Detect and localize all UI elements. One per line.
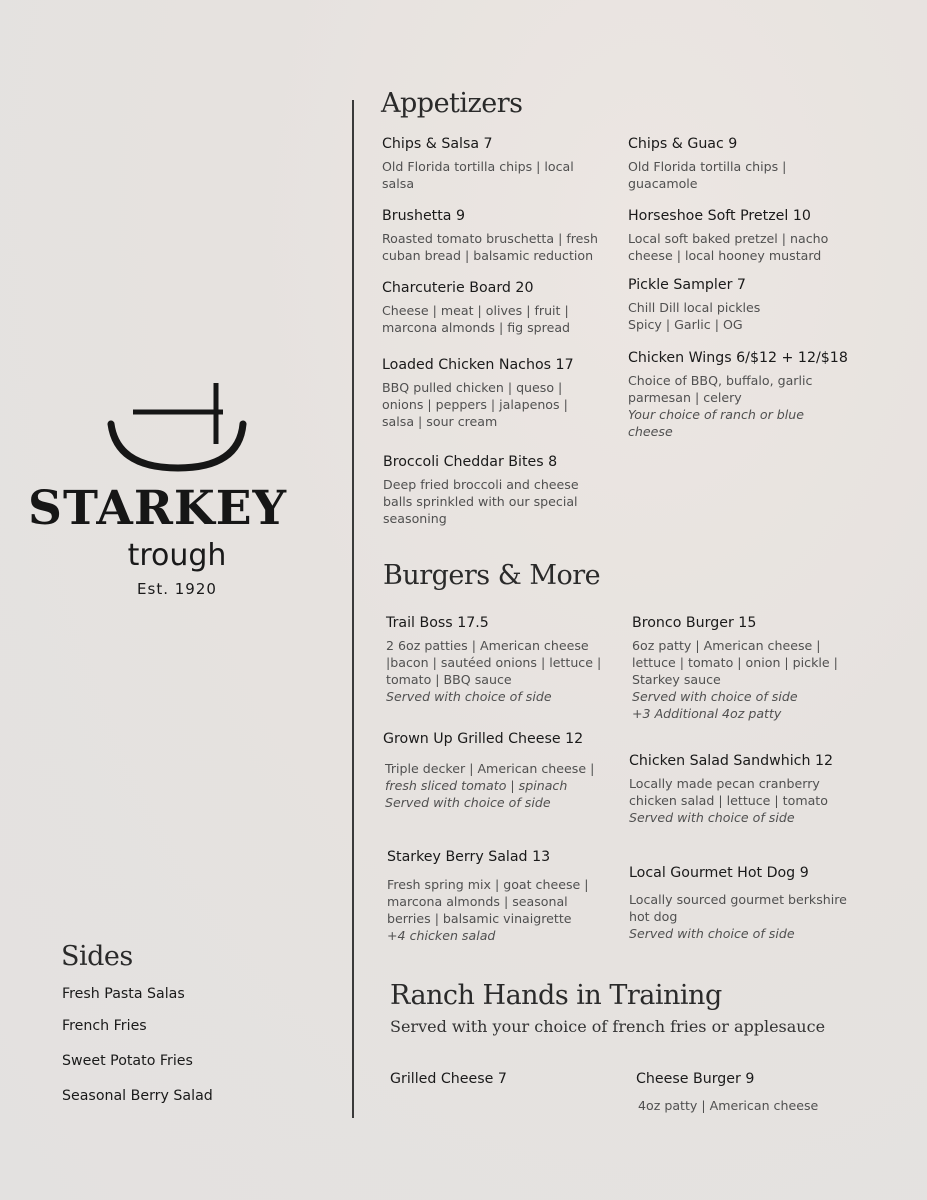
menu-item xyxy=(383,453,579,527)
item-name: Chips & Salsa 7 xyxy=(382,136,493,152)
item-description: Deep fried broccoli and cheese balls sprinkled with our special seasoning xyxy=(383,477,579,526)
item-description: Roasted tomato bruschetta | fresh cuban bread | balsamic reduction xyxy=(382,231,598,263)
menu-item xyxy=(632,614,838,722)
item-description: 2 6oz patties | American cheese |bacon | sautéed onions | lettuce | tomato | BBQ sauce Served with choice of side xyxy=(386,638,602,704)
side-item: French Fries xyxy=(62,1018,147,1034)
item-description: Chill Dill local pickles Spicy | Garlic | OG xyxy=(628,300,761,332)
burgers-title: Burgers & More xyxy=(383,560,601,591)
item-name: Brushetta 9 xyxy=(382,208,466,224)
kids-subtitle: Served with your choice of french fries or applesauce xyxy=(390,1017,826,1036)
menu-item xyxy=(382,279,570,336)
menu-item xyxy=(628,207,828,264)
item-name: Pickle Sampler 7 xyxy=(628,277,746,293)
kids-title: Ranch Hands in Training xyxy=(390,980,722,1011)
brand-subtitle: trough xyxy=(127,538,227,573)
item-name: Bronco Burger 15 xyxy=(632,615,757,631)
menu-item xyxy=(636,1070,818,1114)
side-item: Sweet Potato Fries xyxy=(62,1053,193,1069)
item-name: Chicken Salad Sandwhich 12 xyxy=(629,753,834,769)
item-description: Triple decker | American cheese | fresh sliced tomato | spinach Served with choice of side xyxy=(385,761,595,810)
menu-item xyxy=(382,207,598,264)
item-name: Local Gourmet Hot Dog 9 xyxy=(629,865,809,881)
menu-item xyxy=(386,614,601,705)
menu-item xyxy=(629,752,833,826)
item-name: Trail Boss 17.5 xyxy=(386,615,489,631)
item-description: Choice of BBQ, buffalo, garlic parmesan | celery Your choice of ranch or blue cheese xyxy=(628,373,813,439)
item-description: Old Florida tortilla chips | local salsa xyxy=(382,159,574,191)
item-description: Local soft baked pretzel | nacho cheese | local hooney mustard xyxy=(628,231,829,263)
item-description: BBQ pulled chicken | queso | onions | peppers | jalapenos | salsa | sour cream xyxy=(382,380,568,429)
item-name: Loaded Chicken Nachos 17 xyxy=(382,357,574,373)
sides-title: Sides xyxy=(61,941,133,972)
side-item: Fresh Pasta Salas xyxy=(62,986,185,1002)
item-description: Old Florida tortilla chips | guacamole xyxy=(628,159,787,191)
item-description: Locally made pecan cranberry chicken salad | lettuce | tomato Served with choice of side xyxy=(629,776,828,825)
item-name: Cheese Burger 9 xyxy=(636,1071,755,1087)
side-item: Seasonal Berry Salad xyxy=(62,1088,213,1104)
item-description: Locally sourced gourmet berkshire hot dog Served with choice of side xyxy=(629,892,847,941)
item-name: Charcuterie Board 20 xyxy=(382,280,534,296)
item-description: Cheese | meat | olives | fruit | marcona almonds | fig spread xyxy=(382,303,571,335)
item-description: 6oz patty | American cheese | lettuce | tomato | onion | pickle | Starkey sauce Served with choice of side +3 Additional 4oz patty xyxy=(632,638,838,721)
menu-item xyxy=(628,349,848,440)
trough-icon xyxy=(105,378,247,474)
item-name: Grown Up Grilled Cheese 12 xyxy=(383,731,584,747)
menu-item xyxy=(629,864,847,942)
menu-item xyxy=(383,730,594,811)
menu-item xyxy=(628,135,786,192)
brand-established: Est. 1920 xyxy=(137,580,217,598)
item-name: Chicken Wings 6/$12 + 12/$18 xyxy=(628,350,848,366)
item-description: 4oz patty | American cheese xyxy=(638,1098,819,1113)
brand-name: STARKEY xyxy=(28,481,288,536)
menu-item xyxy=(382,135,574,192)
vertical-divider xyxy=(352,100,354,1118)
item-name: Starkey Berry Salad 13 xyxy=(387,849,551,865)
menu-item xyxy=(387,848,589,944)
item-name: Horseshoe Soft Pretzel 10 xyxy=(628,208,811,224)
item-description: Fresh spring mix | goat cheese | marcona almonds | seasonal berries | balsamic vinaigrette +4 chicken salad xyxy=(387,877,589,943)
appetizers-title: Appetizers xyxy=(381,88,523,119)
item-name: Broccoli Cheddar Bites 8 xyxy=(383,454,558,470)
item-name: Grilled Cheese 7 xyxy=(390,1071,507,1087)
menu-item xyxy=(382,356,574,430)
item-name: Chips & Guac 9 xyxy=(628,136,738,152)
menu-item xyxy=(390,1070,507,1088)
menu-item xyxy=(628,276,760,333)
